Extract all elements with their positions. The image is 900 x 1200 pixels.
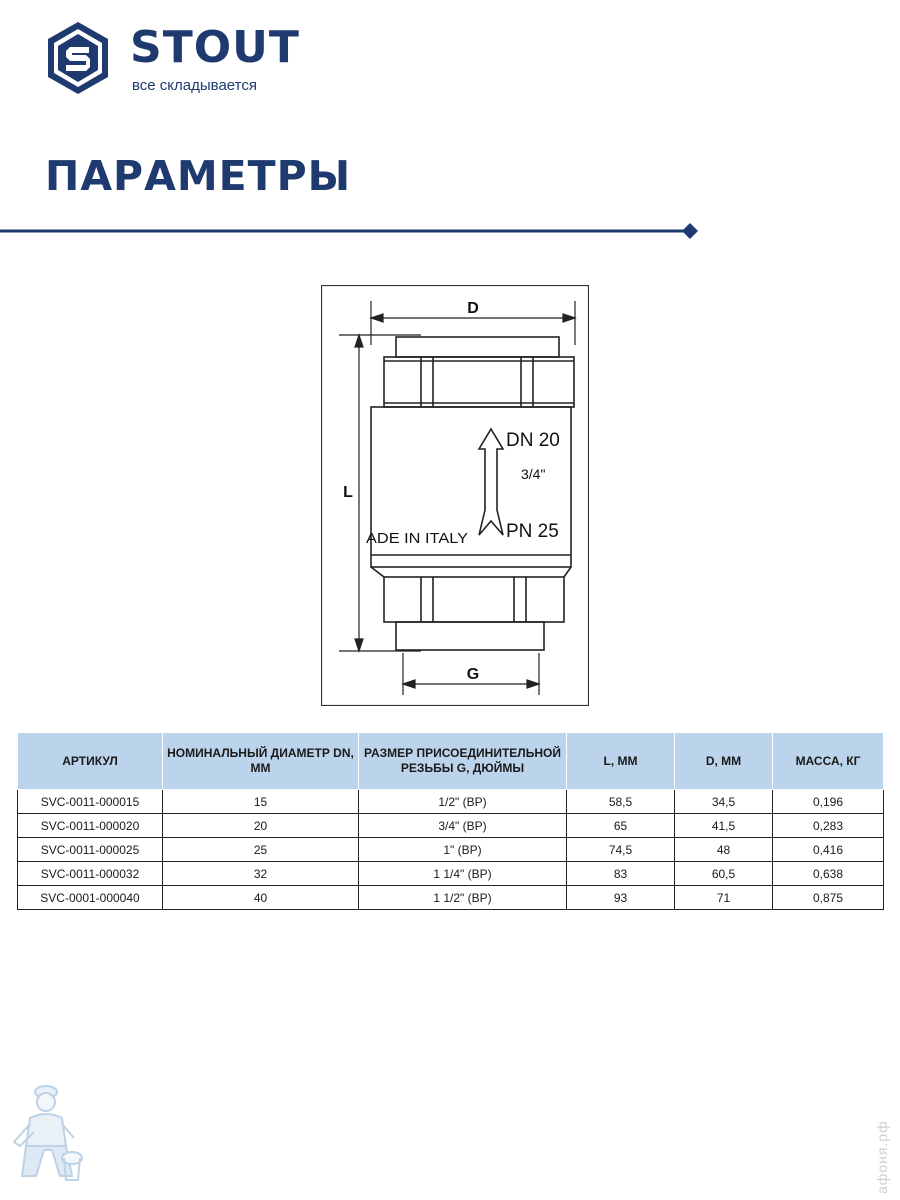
- brand-logo: [44, 20, 300, 100]
- brand-name: STOUT: [130, 22, 300, 73]
- cell-diameter: 34,5: [675, 790, 773, 814]
- cell-thread-size: 1/2" (ВР): [359, 790, 567, 814]
- marking-size: 3/4": [521, 466, 546, 482]
- table-row: [18, 814, 884, 838]
- dimension-label-g: G: [466, 666, 480, 683]
- cell-nominal-diameter: 20: [163, 814, 359, 838]
- page-title: ПАРАМЕТРЫ: [45, 152, 352, 200]
- valve-dimension-drawing: [321, 285, 589, 706]
- parameters-table: [17, 732, 884, 910]
- table-row: [18, 838, 884, 862]
- table-row: [18, 862, 884, 886]
- cell-article: SVC-0001-000040: [18, 886, 163, 910]
- cell-article: SVC-0011-000020: [18, 814, 163, 838]
- cell-thread-size: 1" (ВР): [359, 838, 567, 862]
- cell-nominal-diameter: 32: [163, 862, 359, 886]
- cell-mass: 0,875: [773, 886, 884, 910]
- cell-length: 93: [567, 886, 675, 910]
- cell-length: 65: [567, 814, 675, 838]
- cell-nominal-diameter: 40: [163, 886, 359, 910]
- watermark: [868, 1090, 898, 1200]
- cell-length: 83: [567, 862, 675, 886]
- cell-article: SVC-0011-000025: [18, 838, 163, 862]
- cell-mass: 0,416: [773, 838, 884, 862]
- column-header-article: АРТИКУЛ: [18, 733, 163, 790]
- cell-diameter: 60,5: [675, 862, 773, 886]
- cell-diameter: 41,5: [675, 814, 773, 838]
- cell-diameter: 71: [675, 886, 773, 910]
- title-divider: [0, 221, 705, 241]
- cell-article: SVC-0011-000032: [18, 862, 163, 886]
- stout-hexagon-logo-icon: [44, 20, 112, 96]
- cell-length: 58,5: [567, 790, 675, 814]
- column-header-nominal-diameter: НОМИНАЛЬНЫЙ ДИАМЕТР DN, ММ: [163, 733, 359, 790]
- cell-mass: 0,196: [773, 790, 884, 814]
- column-header-mass: МАССА, КГ: [773, 733, 884, 790]
- marking-dn: DN 20: [506, 430, 560, 451]
- cell-article: SVC-0011-000015: [18, 790, 163, 814]
- cell-mass: 0,283: [773, 814, 884, 838]
- watermark-text: афоня.рф: [874, 1120, 890, 1194]
- cell-thread-size: 1 1/4" (ВР): [359, 862, 567, 886]
- plumber-mascot-icon: [6, 1080, 86, 1188]
- cell-nominal-diameter: 25: [163, 838, 359, 862]
- column-header-diameter: D, ММ: [675, 733, 773, 790]
- marking-origin: ADE IN ITALY: [366, 530, 468, 547]
- column-header-length: L, ММ: [567, 733, 675, 790]
- column-header-thread-size: РАЗМЕР ПРИСОЕДИНИТЕЛЬНОЙ РЕЗЬБЫ G, ДЮЙМЫ: [359, 733, 567, 790]
- cell-thread-size: 3/4" (ВР): [359, 814, 567, 838]
- table-row: [18, 790, 884, 814]
- dimension-label-l: L: [343, 484, 353, 501]
- cell-mass: 0,638: [773, 862, 884, 886]
- marking-pn: PN 25: [506, 521, 559, 542]
- cell-nominal-diameter: 15: [163, 790, 359, 814]
- table-row: [18, 886, 884, 910]
- brand-slogan: все складывается: [132, 77, 257, 94]
- cell-length: 74,5: [567, 838, 675, 862]
- dimension-label-d: D: [467, 300, 479, 317]
- table-header-row: [18, 733, 884, 790]
- cell-thread-size: 1 1/2" (ВР): [359, 886, 567, 910]
- cell-diameter: 48: [675, 838, 773, 862]
